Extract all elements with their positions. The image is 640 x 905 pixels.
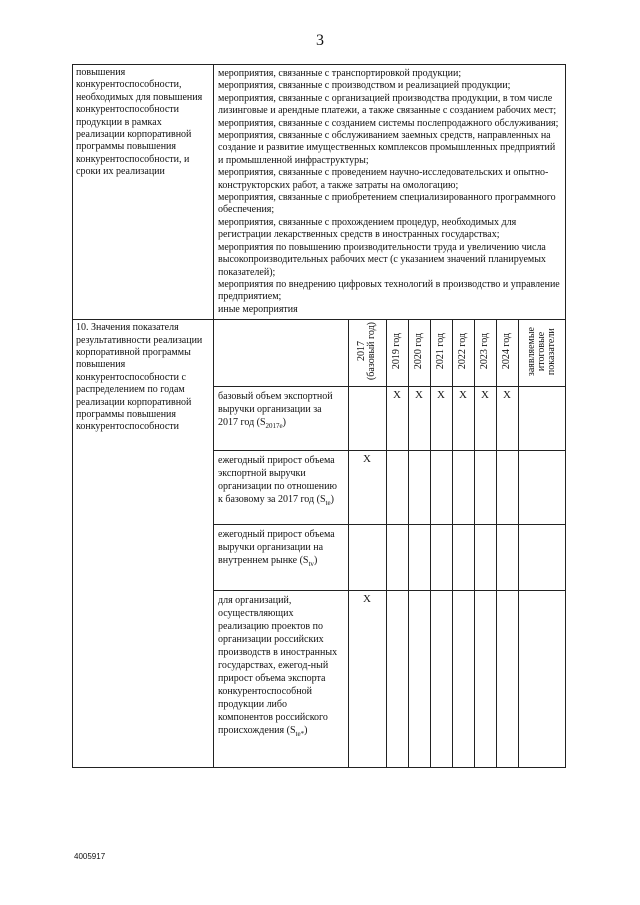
event-item: мероприятия, связанные с приобретением специализированного программного обеспечения; [218, 192, 556, 216]
event-item: мероприятия, связанные с созданием системы послепродажного обслуживания; [218, 117, 559, 129]
indicator-label: ежегодный прирост объема выручки организации на внутреннем рынке $(S_{tv})$ [214, 525, 348, 591]
indicator-cell: X [430, 387, 452, 451]
indicator-cell [386, 591, 408, 767]
column-header [386, 320, 408, 387]
indicator-cell [474, 525, 496, 591]
indicator-cell [408, 525, 430, 591]
indicator-cell: X [348, 591, 386, 767]
indicator-cell [452, 591, 474, 767]
indicator-row [214, 451, 565, 525]
row-10-label: 10. Значения показателя результативности реализации корпоративной программы повышения конкурентоспособности с распределением по годам реализации корпоративной программы повышения конкурентоспособности [73, 320, 214, 768]
indicator-table [214, 320, 565, 767]
indicator-label: для организаций, осуществляющих реализацию проектов по организации российских производств в иностранных государствах, ежегод-ный прирост объема экспорта конкурентоспособной продукции либо компонентов российского происхождения $(S_{te*})$ [214, 591, 348, 767]
indicator-cell [430, 591, 452, 767]
column-header-label: 2024 год [501, 333, 512, 370]
column-header-label: заявляемые итоговые показатели [525, 326, 557, 376]
indicator-cell: X [452, 387, 474, 451]
event-item: мероприятия, связанные с производством и реализацией продукции; [218, 80, 511, 92]
indicator-row [214, 591, 565, 767]
indicator-cell [348, 387, 386, 451]
event-item: мероприятия, связанные с прохождением процедур, необходимых для регистрации лекарственных средств в иностранных государствах; [218, 216, 517, 241]
column-header [474, 320, 496, 387]
indicator-cell [474, 591, 496, 767]
row-10-values [214, 320, 566, 768]
event-item: мероприятия, связанные с проведением научно-исследовательских и опытно-конструкторских работ, а также затраты на омологацию; [218, 167, 549, 191]
indicator-header-row [214, 320, 565, 387]
indicator-cell: X [474, 387, 496, 451]
event-item: мероприятия по повышению производительности труда и увеличению числа высокопроизводительных рабочих мест (с указанием значений планируемых показателей); [218, 241, 546, 278]
column-header [348, 320, 386, 387]
column-header-label: 2022 год [457, 333, 468, 370]
measures-table [72, 64, 566, 768]
indicator-cell [408, 451, 430, 525]
indicator-cell [386, 451, 408, 525]
indicator-label: ежегодный прирост объема экспортной выручки организации по отношению к базовому за 2017 год $(S_{te})$ [214, 451, 348, 525]
indicator-cell: X [348, 451, 386, 525]
indicator-cell [518, 451, 565, 525]
indicator-cell [430, 525, 452, 591]
event-item: мероприятия, связанные с транспортировкой продукции; [218, 68, 462, 79]
event-item: мероприятия, связанные с обслуживанием заемных средств, направленных на создание и развитие имущественных комплексов промышленных предприятий и промышленной инфраструктуры; [218, 130, 556, 166]
page-number: 3 [316, 32, 324, 49]
indicator-cell [452, 525, 474, 591]
indicator-label: базовый объем экспортной выручки организации за 2017 год $(S_{2017e})$ [214, 387, 348, 451]
indicator-cell: X [496, 387, 518, 451]
indicator-cell [496, 591, 518, 767]
indicator-cell [518, 387, 565, 451]
indicator-cell [452, 451, 474, 525]
indicator-cell [430, 451, 452, 525]
column-header-label: 2021 год [435, 333, 446, 370]
row-9 [73, 65, 566, 320]
indicator-header-blank [214, 320, 348, 387]
indicator-row [214, 525, 565, 591]
row-10 [73, 320, 566, 768]
column-header-label: 2017 (базовый год) [356, 322, 377, 381]
row-9-label: повышения конкурентоспособности, необходимых для повышения конкурентоспособности продукции в рамках реализации корпоративной программы повышения конкурентоспособности, и сроки их реализации [73, 65, 214, 320]
event-item: мероприятия по внедрению цифровых технологий в производство и управление предприятием; [218, 278, 560, 303]
event-item: иные мероприятия [218, 303, 298, 315]
indicator-cell [474, 451, 496, 525]
indicator-cell [348, 525, 386, 591]
column-header [496, 320, 518, 387]
indicator-cell: X [408, 387, 430, 451]
column-header [430, 320, 452, 387]
column-header [452, 320, 474, 387]
indicator-cell [518, 525, 565, 591]
indicator-cell [496, 525, 518, 591]
indicator-cell [386, 525, 408, 591]
event-item: мероприятия, связанные с организацией производства продукции, в том числе лизинговые и арендные платежи, а также связанные с созданием рабочих мест; [218, 92, 557, 117]
column-header-label: 2020 год [413, 333, 424, 370]
indicator-cell [408, 591, 430, 767]
indicator-cell: X [386, 387, 408, 451]
column-header [408, 320, 430, 387]
row-9-items [214, 65, 566, 320]
indicator-row [214, 387, 565, 451]
document-id: 4005917 [74, 852, 106, 861]
column-header [518, 320, 565, 387]
column-header-label: 2019 год [391, 333, 402, 370]
column-header-label: 2023 год [479, 333, 490, 370]
indicator-cell [518, 591, 565, 767]
indicator-cell [496, 451, 518, 525]
